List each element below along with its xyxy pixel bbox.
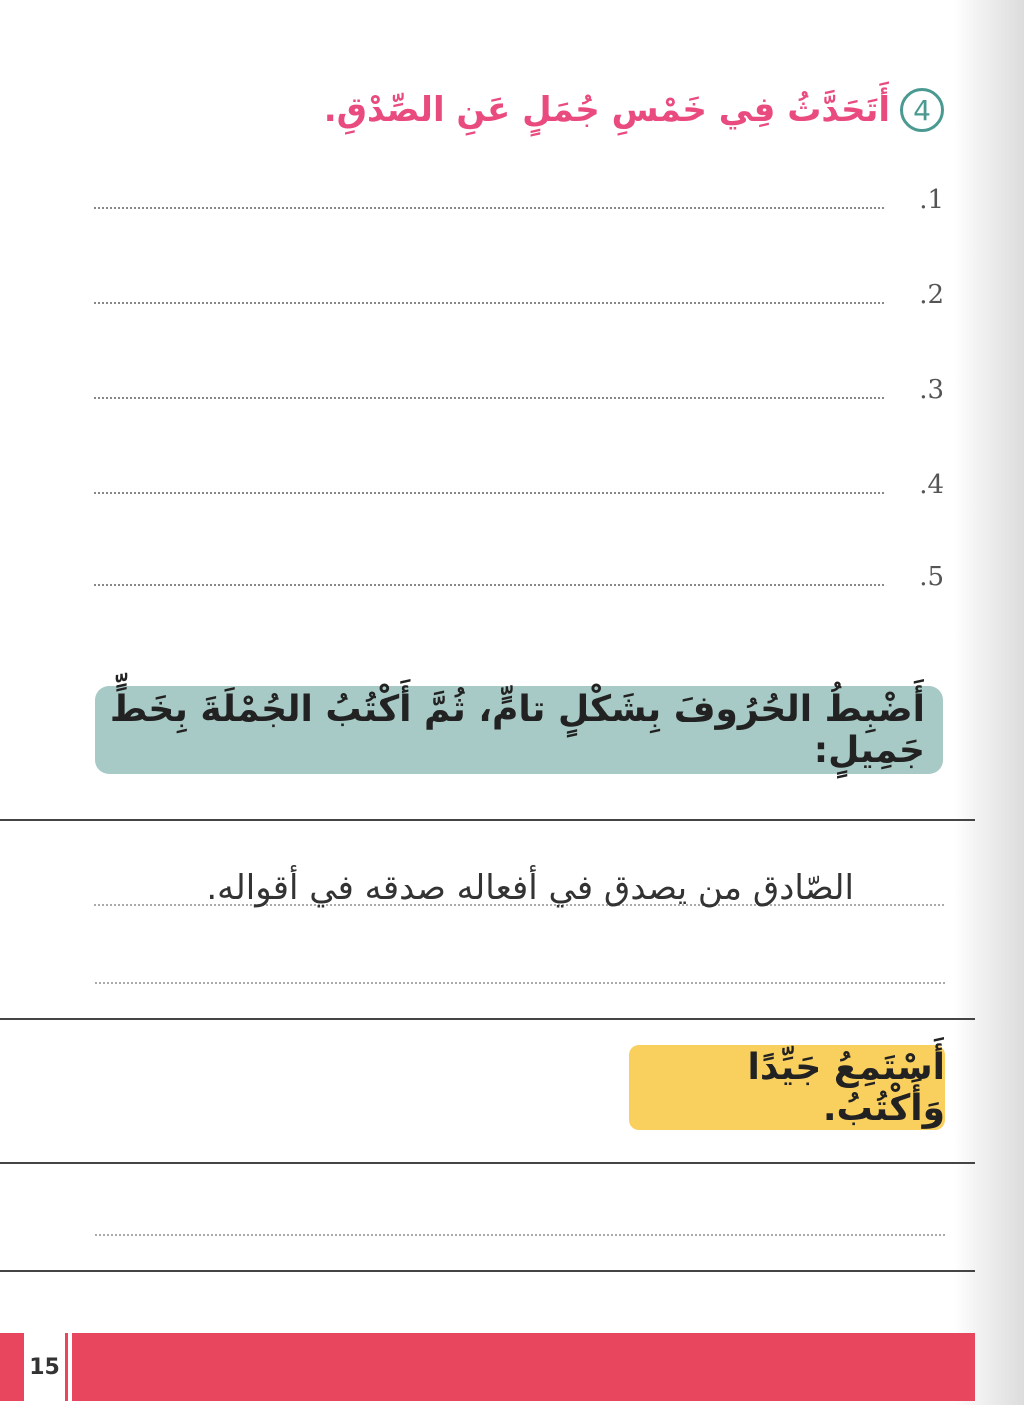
line-number: .4 [919, 470, 944, 500]
dotted-line [94, 584, 884, 586]
line-number: .2 [919, 280, 944, 310]
footer-bar-left [0, 1333, 24, 1401]
line-number: .3 [919, 375, 944, 405]
handwriting-instruction-box [95, 686, 943, 774]
answer-line-5[interactable] [94, 542, 944, 592]
writing-rule-top [0, 819, 975, 821]
line-number: .5 [919, 562, 944, 592]
dotted-line [94, 207, 884, 209]
dictation-instruction-box [629, 1045, 945, 1130]
dotted-line [94, 397, 884, 399]
dictation-instruction: أَسْتَمِعُ جَيِّدًا وَأَكْتُبُ. [747, 1046, 945, 1129]
page-number: 15 [24, 1333, 68, 1401]
answer-line-4[interactable] [94, 450, 944, 500]
exercise-number-circle: 4 [900, 88, 944, 132]
exercise-title: أَتَحَدَّثُ فِي خَمْسِ جُمَلٍ عَنِ الصِّدْقِ. [323, 90, 890, 130]
answer-line-3[interactable] [94, 355, 944, 405]
handwriting-instruction: أَضْبِطُ الحُرُوفَ بِشَكْلٍ تامٍّ، ثُمَّ أَكْتُبُ الجُمْلَةَ بِخَطٍّ جَمِيلٍ: [109, 689, 925, 771]
page-fold-shadow [954, 0, 1024, 1405]
answer-line-1[interactable] [94, 165, 944, 215]
dictation-dotted-line[interactable] [95, 1234, 945, 1236]
dictation-rule-top [0, 1162, 975, 1164]
dotted-line [94, 302, 884, 304]
writing-rule-bottom [0, 1018, 975, 1020]
dictation-rule-bottom [0, 1270, 975, 1272]
copy-dotted-line[interactable] [95, 982, 945, 984]
model-sentence: الصّادق من يصدق في أفعاله صدقه في أقواله. [206, 868, 854, 908]
line-number: .1 [919, 185, 944, 215]
model-sentence-row [94, 832, 944, 912]
dotted-line [94, 492, 884, 494]
footer-bar [72, 1333, 975, 1401]
answer-line-2[interactable] [94, 260, 944, 310]
exercise-4-header [324, 88, 944, 132]
